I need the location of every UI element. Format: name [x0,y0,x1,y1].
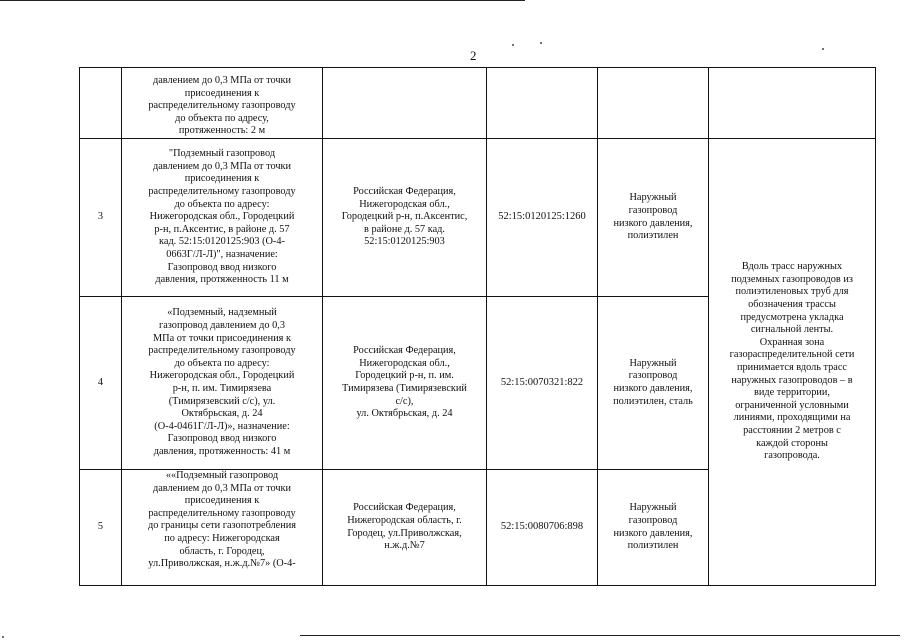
protection-zone-note-cell [709,139,876,586]
location: Российская Федерация, Нижегородская область, г. Городец, ул.Приволжская, н.ж.д.№7 [347,502,462,552]
row-number-cell [80,68,122,139]
protection-zone-note: Вдоль трасс наружных подземных газопроводов из полиэтиленовых труб для обозначения трассы предусмотрена укладка сигнальной ленты. Охранная зона газораспределительной сети принимается вдоль трасс наружных газопроводов – в виде территории, ограниченной условными линиями, проходящими на расстоянии 2 метров с каждой стороны газопровода. [729,261,855,462]
object-name-cell [122,68,323,139]
object-name: «Подземный, надземный газопровод давлением до 0,3 МПа от точки присоединения к распределительному газопроводу до объекта по адресу: Нижегородская обл., Городецкий р-н, п. им. Тимирязева (Тимирязевский с/с), ул. Октябрьская, д. 24 (О-4-0461Г/Л-Л)», назначение: Газопровод ввод низкого давления, протяженность: 41 м [148,307,296,457]
cadastral-number-cell: 52:15:0120125:1260 [487,139,598,297]
row-number-cell: 5 [80,470,122,586]
note-cell-empty [709,68,876,139]
scan-speck [512,44,514,46]
object-type-cell [598,297,709,470]
object-name-cell [122,297,323,470]
cadastral-number-cell [487,68,598,139]
table-row [80,68,876,139]
location: Российская Федерация, Нижегородская обл., Городецкий р-н, п.Аксентис, в районе д. 57 кад. 52:15:0120125:903 [341,186,468,248]
location-cell [323,68,487,139]
object-type-cell [598,68,709,139]
location-cell [323,470,487,586]
scan-bottom-line [300,635,900,636]
location: Российская Федерация, Нижегородская обл., Городецкий р-н, п. им. Тимирязева (Тимирязевский с/с), ул. Октябрьская, д. 24 [342,345,467,420]
scan-speck [2,636,4,638]
location-cell [323,139,487,297]
scan-speck [822,48,824,50]
page-number: 2 [470,48,477,63]
object-name: ««Подземный газопровод давлением до 0,3 МПа от точки присоединения к распределительному газопроводу до границы сети газопотребления по адресу: Нижегородская область, г. Городец, ул.Приволжская, н.ж.д.№7» (О-4- [147,470,297,570]
object-type: Наружный газопровод низкого давления, полиэтилен [613,502,693,552]
objects-table [79,67,876,586]
object-name-cell [122,470,323,586]
object-type: Наружный газопровод низкого давления, полиэтилен, сталь [613,357,693,407]
object-type-cell [598,470,709,586]
scan-top-line [0,0,525,1]
row-number-cell: 3 [80,139,122,297]
cadastral-number-cell: 52:15:0070321:822 [487,297,598,470]
cadastral-number-cell: 52:15:0080706:898 [487,470,598,586]
object-name-cell [122,139,323,297]
object-name: давлением до 0,3 МПа от точки присоединения к распределительному газопроводу до объекта по адресу, протяженность: 2 м [148,75,296,137]
table-row [80,139,876,297]
object-name: "Подземный газопровод давлением до 0,3 МПа от точки присоединения к распределительному газопроводу до объекта по адресу: Нижегородская обл., Городецкий р-н, п.Аксентис, в районе д. 57 кад. 52:15:0120125:903 (О-4- 0663Г/Л-Л)", назначение: Газопровод ввод низкого давления, протяженность 11 м [148,148,296,286]
location-cell [323,297,487,470]
object-type-cell [598,139,709,297]
scan-speck [540,42,542,44]
row-number-cell: 4 [80,297,122,470]
object-type: Наружный газопровод низкого давления, полиэтилен [613,192,693,242]
